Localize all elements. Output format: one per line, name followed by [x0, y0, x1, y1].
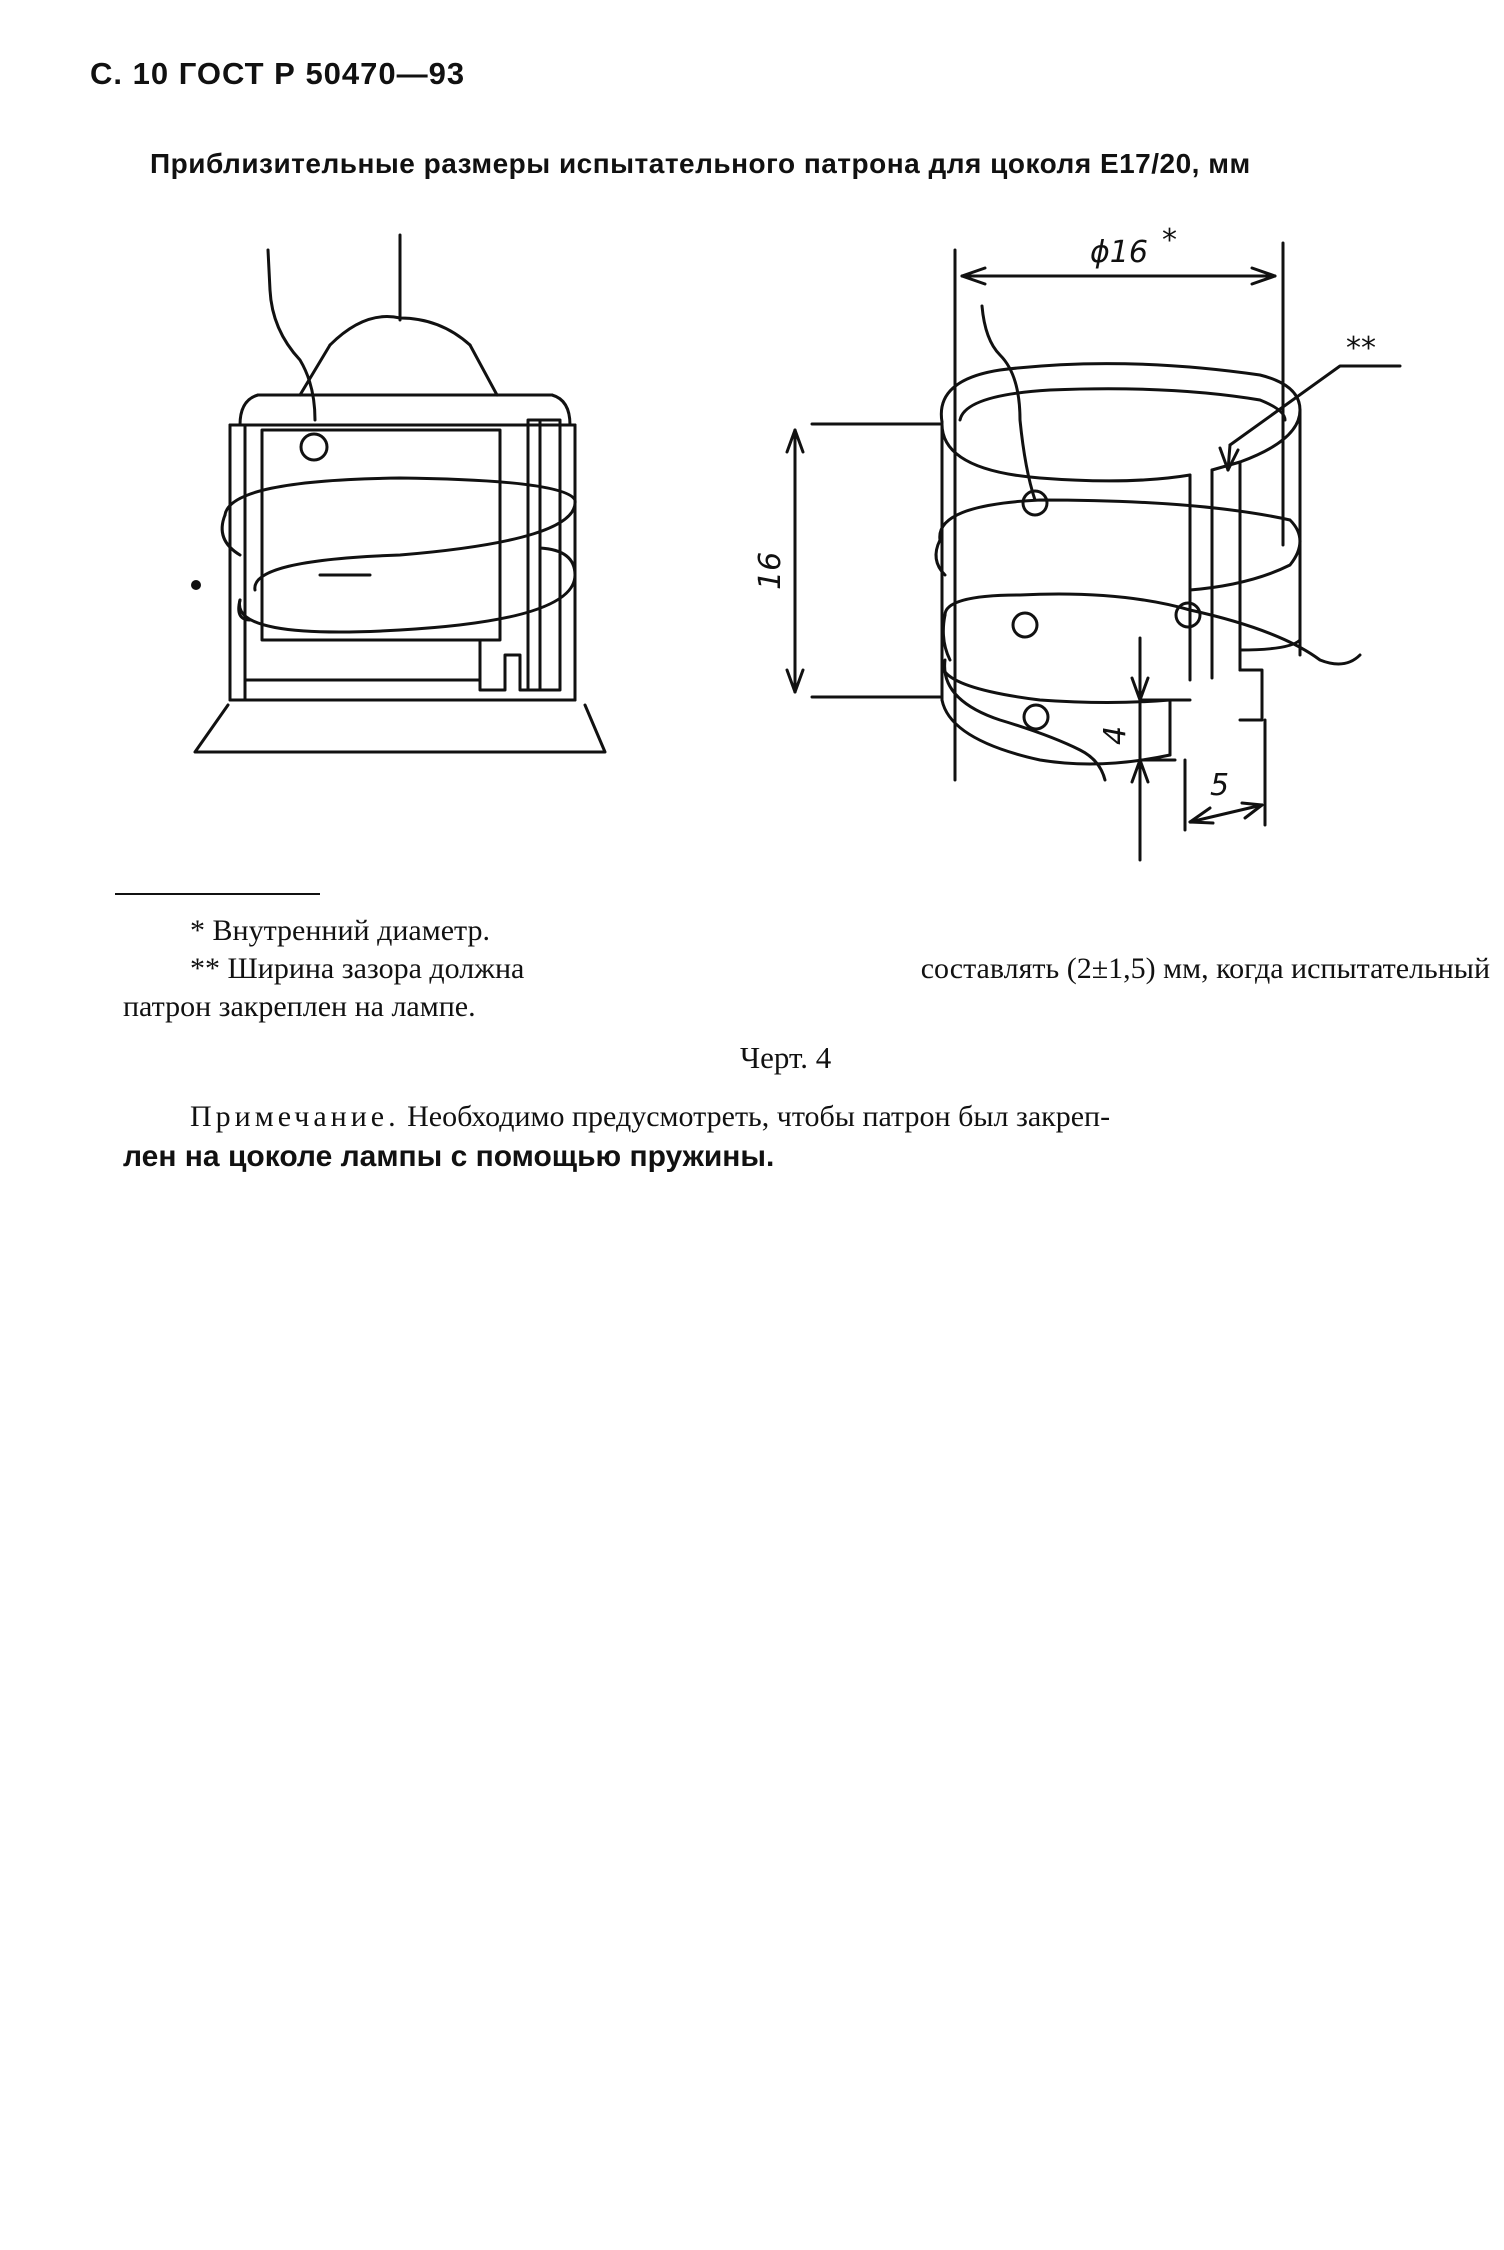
dim-gap-mark: ** [1346, 331, 1376, 366]
footnote-2-continued: патрон закреплен на лампе. [123, 990, 476, 1023]
footnote-rule [115, 893, 320, 895]
note-label: Примечание. [190, 1100, 400, 1133]
page-header: С. 10 ГОСТ Р 50470—93 [90, 56, 466, 91]
note-text-1: Необходимо предусмотреть, чтобы патрон был закреп- [407, 1100, 1111, 1133]
dim-height: 16 [753, 551, 788, 590]
note-line-1 [190, 1100, 1490, 1134]
note-line-2: лен на цоколе лампы с помощью пружины. [123, 1140, 775, 1173]
figure-title: Приблизительные размеры испытательного патрона для цоколя Е17/20, мм [150, 148, 1251, 179]
technical-drawing [0, 0, 1504, 880]
footnote-2 [190, 950, 1490, 988]
footnote-1: * Внутренний диаметр. [190, 914, 490, 947]
lamp-base-view [195, 235, 605, 752]
figure-caption: Черт. 4 [740, 1040, 832, 1075]
split-sleeve-view [787, 243, 1400, 860]
dim-diameter: ϕ16 [1090, 235, 1148, 270]
footnote-2-part2: составлять (2±1,5) мм, когда испытательный [920, 952, 1490, 985]
margin-mark [191, 580, 201, 590]
dim-five: 5 [1210, 768, 1230, 803]
footnote-2-part1: ** Ширина зазора должна [190, 952, 525, 985]
dim-diameter-mark: * [1162, 223, 1177, 258]
dim-four: 4 [1098, 725, 1133, 745]
